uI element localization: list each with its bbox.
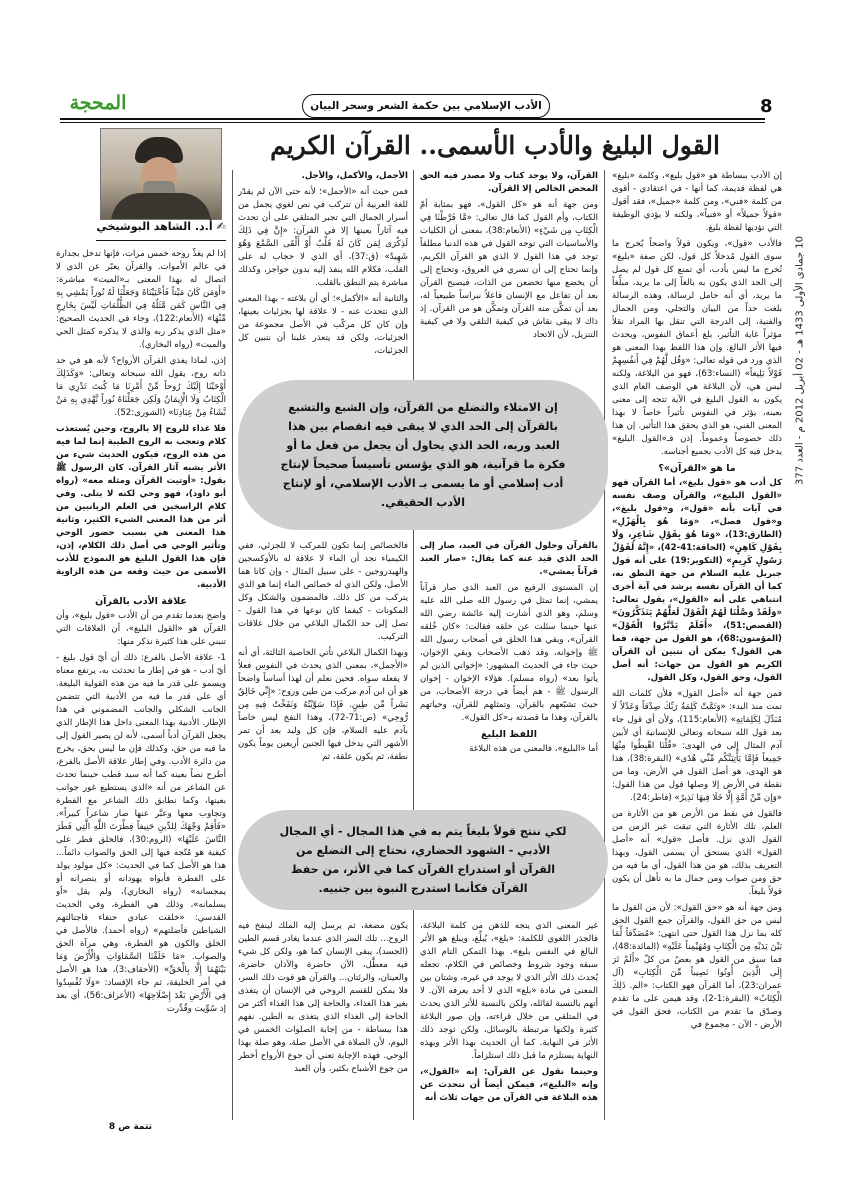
author-rule [96, 240, 226, 241]
paragraph: غير المعنى الذي يتجه للذهن من كلمة البلاغة، فالجذر اللغوي للكلمة: «بلغ»، يُبلِّغ، ويبلغ هو الأثر البالغ في النفس بليغ». بهذا التمكن التام الذي سبقه وجود شروط وخصائص في الكلام، تجعله يُحدث ذلك الأثر الذي لا يوجد في غيره، وشتان بين المعنى في مادة «بلغ» الذي لا أحد يعرفه الآن. لا أتهم بالنسبة لقائله، ولكن بالنسبة للأثر الذي يحدث في المتلقي من خلال قراءته، وإن صور البلاغة كثيرة ولكنها مرتبطة بالوسائل، ولكن توجد ذلك الأثر في النهاية. كما أن الحديث بهذا الأثر وبهذه النهاية يستلزم ما قبل ذلك استلزاماً. [420, 921, 598, 1061]
paragraph: فالقول في نقط من الأرض هو من الأثارة من العلم، تلك الأثارة التي تبقت عبر الزمن من القول الذي نزل. فأصل «قول» أنه «أصل القول» الذي يستحق أن يسمى القول، وبهذا التعريف بذلك، هو من هذا القول، أي ما فيه من حق ومن صواب ومن جمال ما به تأهل أن يكون قولاً بليغاً. [612, 809, 782, 897]
column-mid-left-bottom [238, 920, 408, 1120]
magazine-logo: المحجة [69, 92, 127, 114]
paragraph: إذن، لماذا يغذي القرآن الأرواح؟ لأنه هو في حد ذاته روح، يقول الله سبحانه وتعالى: «وَكَذَلِكَ أَوْحَيْنَا إِلَيْكَ رُوحاً مِّنْ أَمْرِنَا مَا كُنتَ تَدْرِي مَا الْكِتَابُ وَلَا الْإِيمَانُ وَلَكِن جَعَلْنَاهُ نُوراً نَّهْدِي بِهِ مَنْ نَّشَاءُ مِنْ عِبَادِنَا» (الشورى:52). [56, 356, 226, 418]
subheading: اللفظ البليغ [481, 729, 537, 740]
paragraph: فالخصائص إنما تكون للمركب لا للجزئي، ففي الكيمياء نجد أن الماء لا علاقة له بالأوكسجين والهيدروجين - على سبيل المثال - وإن كانا هما الأصل، ولكن الذي له خصائص الماء إنما هو الذي يتركب من كل ذلك. فالمضمون والشكل وكل المكونات - كيفما كان نوعها في هذا القول - تصل إلى حد الكمال البلاغي من خلال علاقات التركيب. [238, 541, 408, 642]
paragraph: فلا غذاء للروح إلا بالروح، وحين يُستعذب كلام وتعجب به الروح الطيبة إنما لما فيه من هذه الروح، فيكون الحديث شيء من الأثر يشبه آثار القرآن. كان الرسول ﷺ يقول: «أوتيت القرآن ومثله معه» (رواه أبو داود)، فهو وحي لكنه لا يتلى. وفي كلام الراسخين في العلم الربانيين من أثر من هذا المعنى الشيء الكثير، وثانية هذا المعنى هي بسبب حضور الوحي وتأثير الوحي في أصل ذلك الكلام، إذن، فإن هذا القول البليغ هو النموذج للأدب الأسمى من حيث وقعه من هذه الزاوية الأدبية. [56, 424, 226, 590]
paragraph: يكون مضغة، ثم يرسل إليه الملك لينفخ فيه الروح... تلك السر الذي عندما يغادر قسم الطين (الجسد)، يبقى الإنسان كما هو، ولكن كل شيء فيه معطَّل، الآن حاضرة والآذان حاضرة، والعينان، والرئتان... والقرآن هو قوت ذلك السر، فلا يمكن للقسم الروحي في الإنسان أن يتغذى بغير هذا الغذاء، والحاجة إلى هذا الغذاء أكثر من الحاجة إلى الغذاء الذي يتغذى به الطين. نفهم هذا ببساطة - من إجابة الصلوات الخمس في اليوم، لأن الصلاة في الأصل صلة، وهو صلة بهذا الوحي. فهذه الإجابة تعني أن جوع الأرواح أخطر من جوع الأشباح بكثير، وأن العبد [238, 921, 408, 1074]
paragraph: وحينما نقول عن القرآن: إنه «القول»، وإنه «البليغ»، فيمكن أيضاً أن نتحدث عن هذه البلاغة في القرآن من جهات ثلاث أنه [420, 1067, 598, 1103]
paragraph: كل أدب هو «قول بليغ»، أما القرآن فهو «القول البليغ»، والقرآن وصف نفسه في آيات بأنه «قول»، و«قول بليغ»، و«قول فصل»، «وَمَا هُوَ بِالْهَزْلِ» (الطارق:13)، «وَمَا هُوَ بِقَوْلِ شَاعِرٍ، وَلَا بِقَوْلِ كَاهِنٍ» (الحاقة:41-42)، «إِنَّهُ لَقَوْلُ رَسُولٍ كَرِيمٍ» (التكوير:19) على أنه قول جبريل عليه السلام من جهة النطق به، كما أن القرآن نفسه يرشد في آية أخرى انتباهي على أنه «القول»، يقول تعالى: «وَلَقَدْ وَصَّلْنَا لَهُمُ الْقَوْلَ لَعَلَّهُمْ يَتَذَكَّرُونَ» (القصص:51)، «أَفَلَمْ يَدَّبَّرُوا الْقَوْلَ» (المؤمنون:68)، هو القول من جهة، فما هي القول؟ يمكن أن نتبين أن القرآن الكريم هو القول من جهات: أنه أصل القول، وحق القول، وكل القول. [612, 478, 782, 683]
column-mid-right-top [420, 170, 598, 370]
column-mid-right-middle [420, 540, 598, 800]
paragraph: 1- علاقة الأصل بالفرع: ذلك أن أيّ قول بليغ - أيّ أدب - هو في إطار ما تحدثت به، يرتفع معناه ويسمو على قدر ما فيه من هذه القولية البليغة. أي على قدر ما فيه من الأدبية التي تتضمن الجانب الشكلي والجانب المضموني في هذا الإطار. الأدبية بهذا المعنى داخل هذا الإطار الذي يجعل القرآن أدباً أسمى، لأنه لن يصير القول إلى ما فيه من حق، وكذلك فإن ما ليس بحق، يخرج من دائرة الأدب. وفي إطار علاقة الأصل بالفرع، أطرح نصاً بعينه كما أنه سيد قطب حينما تحدث عن الشاعر من أنه «الذي يستطيع غور جوانب بعينها، وكما نطابق ذلك الشاعر مع الفطرة وتجاوب معها وعبَّر عنها صار شاعراً كبيراً». «فَأَقِمْ وَجْهَكَ لِلدِّينِ حَنِيفاً فِطْرَتَ اللَّهِ الَّتِي فَطَرَ النَّاسَ عَلَيْهَا» (الروم:30)، فالخلق فطر على كيفية هو مُتّجه فيها إلى الحق والصواب دائماً... هذا هو الأصل كما في الحديث: «كل مولود يولد على الفطرة فأبواه يهودانه أو ينصرانه أو يمجسانه» (رواه البخاري)، ولم يقل «أو يسلمانه»، وذلك هي الفطرة، وفي الحديث القدسي: «خلقت عبادي حنفاء فاجتالتهم الشياطين فأضلتهم» (رواه أحمد). فالأصل في الخلق والكون هو الفطرة، وهي مرآة الحق والصواب. «مَا خَلَقْنَا السَّمَاوَاتِ وَالْأَرْضَ وَمَا بَيْنَهُمَا إِلَّا بِالْحَقِّ» (الأحقاف:3)، هذا هو الأصل في أمر الخليقة، ثم جاء الإفساد: «وَلَا تُفْسِدُوا فِي الْأَرْضِ بَعْدَ إِصْلَاحِهَا» (الأعراف:56)، أي بعد إذ سُوِّيت وقُدِّرت [56, 653, 226, 1014]
column-divider [232, 170, 233, 1120]
article-title: القول البليغ والأدب الأسمى.. القرآن الكريم [270, 130, 720, 160]
column-mid-left-top [238, 170, 408, 370]
author-photo [100, 128, 222, 220]
column-right [612, 170, 782, 1120]
paragraph: والثانية أنه «الأكمل»؛ أي أن بلاغته - بهذا المعنى الذي نتحدث عنه - لا علاقة لها بجزئيات بعينها، وإن كان كل مركّب في الأصل مجموعة من الجزئيات، ولكن قد يتعذر علينا أن نتبين كل الجزئيات، [238, 294, 408, 356]
pull-quote: إن الامتلاء والتضلع من القرآن، وإن الشبع والتشبع بالقرآن إلى الحد الذي لا يبقى فيه انفصام بين هذا العبد وربه، الحد الذي يحاول أن يجعل من فعل ما أو فكرة ما قرآنية، هو الذي يؤسس تأسيساً صحيحاً لإنتاج أدب إسلامي أو ما يسمى بـ الأدب الإسلامي، أو لإنتاج الأدب الحقيقي. [238, 380, 608, 530]
paragraph: فمن حيث أنه «الأجمل»؛ لأنه حتى الآن لم يقدّر للغة العربية أن تتركب في نص لغوي يجمل من أسرار الجمال التي تجبر المتلقي على أن تحدث فيه آثاراً بعينها إلا في القرآن: «إِنَّ فِي ذَلِكَ لَذِكْرَى لِمَن كَانَ لَهُ قَلْبٌ أَوْ أَلْقَى السَّمْعَ وَهُوَ شَهِيدٌ» (ق:37)، أي الذي لا حجاب له على القلب، فكلام الله ينفذ إليه بدون حواجز، وكذلك مباشرة يتم النطق بالقلب. [238, 187, 408, 288]
header-rule-thin [60, 122, 765, 123]
paragraph: بالقرآن وحلول القرآن في العبد، صار إلى الحد الذي قيد عنه كما يقال: «صار العبد قرآناً يمشي». [420, 541, 598, 577]
paragraph: إن المستوى الرفيع من العبد الذي صار قرآناً يمشي، إنما تمثل في رسول الله صلى الله عليه وسلم، وهو الذي أشارت إليه عائشة رضي الله عنها حينما سئلت عن خلقه فقالت: «كان خُلقه القرآن»، وبقي هذا الخلق في أصحاب رسول الله ﷺ وإخوانه، وقد ذهب الأصحاب وبقي الإخوان، حيث جاء في الحديث المشهور: «إخواني الذين لم يأتوا بعد» (رواه مسلم). هؤلاء الإخوان - إخوان الرسول ﷺ - هم أيضاً في درجة الأصحاب، من حيث تشبّعهم بالقرآن، وتمثلهم للقرآن، وحياتهم بالقرآن، وهذا ما قصدته بـ«كل القول». [420, 583, 598, 723]
paragraph: ومن جهة أنه هو «حق القول»: لأن من القول ما ليس من حق القول، والقرآن جمع القول الحق كله بما نزل هذا القول حتى انتهى: «مُصَدِّقاً لِّمَا بَيْنَ يَدَيْهِ مِنَ الْكِتَابِ وَمُهَيْمِناً عَلَيْهِ» (المائدة:48)، فما سبق من القول هو بعضٌ من كلّ «أَلَمْ تَرَ إِلَى الَّذِينَ أُوتُوا نَصِيباً مِّنَ الْكِتَابِ» (آل عمران:23)، أما القرآن فهو الكتاب: «الم. ذَلِكَ الْكِتَابُ» (البقرة:1-2)، وقد هيمن على ما تقدم وصدّق ما تقدم من الكتاب، فحق القول في الأرض - الآن - مجموع في [612, 903, 782, 1030]
section-strip: الأدب الإسلامي بين حكمة الشعر وسحر البيان [302, 94, 550, 118]
page-number: 8 [760, 96, 773, 117]
paragraph: وبهذا الكمال البلاغي تأتي الخاصية الثالثة، أي أنه «الأجمل»، بمعنى الذي يحدث في النفوس فعلاً لا يفعله سواه. فحين نعلم أن لهذا أساساً واضحاً هو أن ابن آدم مركب من طين وروح: «إِنِّي خَالِقٌ بَشَراً مِّن طِينٍ. فَإِذَا سَوَّيْتُهُ وَنَفَخْتُ فِيهِ مِن رُّوحِي» (ص:71-72)، وهذا النفخ ليس خاصاً بآدم عليه السلام، فإن كل وليد بعد أن تمر الأشهر التي يدخل فيها الجنين أربعين يوماً يكون نطفة، ثم يكون علقة، ثم [238, 648, 408, 762]
author-name: ✍ أ.د. الشاهد البوشيخي [96, 220, 226, 233]
paragraph: فمن جهة أنه «أصل القول» فلأن كلمات الله تمت منذ البدء: «وَتَمَّتْ كَلِمَةُ رَبِّكَ صِدْقاً وَعَدْلاً لَا مُبَدِّلَ لِكَلِمَاتِهِ» (الأنعام:115)، ولأن أي قول جاء بعد قول الله سبحانه وتعالى للإنسانية أي لأبين آدم المثال إلى في الهدى: «قُلْنَا اهْبِطُوا مِنْهَا جَمِيعاً فَإِمَّا يَأْتِيَنَّكُم مِّنِّي هُدًى» (البقرة:38)، هذا هو الهدى، هو أصل القول في الأرض، وما من نقطة في الأرض إلا وصلها قول من هذا القول: «وَإِن مِّنْ أُمَّةٍ إِلَّا خَلَا فِيهَا نَذِيرٌ» (فاطر:24). [612, 689, 782, 803]
author-name-text: أ.د. الشاهد البوشيخي [96, 220, 213, 233]
subheading: علاقة الأدب بالقرآن [95, 596, 187, 607]
paragraph: واضح بعدما تقدم من أن الأدب «قول بليغ»، وأن القرآن هو «القول البليغ»، أن العلاقات التي تنبني على هذا كثيرة نذكر منها: [56, 611, 226, 647]
paragraph: ومن جهة أنه هو «كل القول»، فهو بمثابة أمّ الكتاب، وأم القول كما قال تعالى: «مَّا فَرَّطْنَا فِي الْكِتَابِ مِن شَيْءٍ» (الأنعام:38)، بمعنى أن الكليات والأساسيات التي توجه القول في هذه الدنيا مطلقاً توجد في هذا القول لا الذي هو القرآن الكريم، وإنما تحتاج إلى أن تسري في العروق، وتحتاج إلى أن يخضع منها تخضعن من الذات، فيصبح القرآن بعد أن تفاعل مع الإنسان فاعلاً نبراساً طبيعياً له، بعد أن تمكَّن منه القرآن وتمكَّن هو من القرآن. إذ ذاك لا يبقى نقاش في كيفية التلقي ولا في كيفية التنزيل، لأن الاتحاد [420, 200, 598, 340]
column-left [56, 248, 226, 1120]
column-mid-left-middle [238, 540, 408, 800]
continued-note: تتمة ص 8 [108, 1122, 152, 1132]
pull-quote: لكي ننتج قولاً بليغاً يتم به في هذا المجال - أي المجال الأدبي - الشهود الحضاري، نحتاج إلى التضلع من القرآن أو استدراج القرآن كما في الأثر، من حفظ القرآن فكأنما استدرج النبوة بين جنبيه. [238, 810, 608, 910]
issue-info-strip: 10 جمادى الأولى 1433 هـ - 02 أبريل 2012 م - العدد 377 [794, 235, 806, 485]
subheading: ما هو «القرآن»؟ [658, 463, 736, 474]
paragraph: فالأدب «قول»، ويكون قولاً واضحاً يُخرج ما سوى القول مُدخلاً كل قول، لكن صفة «بليغ» تُخرج ما ليس بأدب، أي تمنع كل قول لم يصل إلى الحد الذي يكون به بالغاً إلى ما يريد، مبلِّغاً ما يريد، أي أنه حامل لرسالة، وهذه الرسالة بلغت حداً من البيان والتجلي، ومن الجمال والفنية، إلى الدرجة التي تنقل بها المراد نقلاً مؤثراً غاية التأثير، بلغ أعماق النفوس، ويحدث فيها الأثر البالغ. وإن هذا اللفظ بهذا المعنى هو الذي ورد في قوله تعالى: «وَقُل لَّهُمْ فِي أَنفُسِهِمْ قَوْلاً بَلِيغاً» (النساء:63)، فهو من البلاغة، ولكنه ليس هي، لأن البلاغة هي الوصف العام الذي يكون به القول البليغ في الآية تتجه إلى معنى بعينه، يؤثر في النفوس تأثيراً خاصاً لا بهذا المعنى الفني، هو الذي يحقق هذا التأثير. إن هذا ذلك خصوصاً وعموماً. إذن فـ«القول البليغ» يدخل فيه كل الأدب بجميع أجناسه. [612, 239, 782, 457]
column-mid-right-bottom [420, 920, 598, 1120]
paragraph: أما «البليغ»، فالمعنى من هذه البلاغة [469, 744, 598, 754]
paragraph: الأجمل، والأكمل، والأجل. [301, 171, 408, 181]
column-divider [604, 170, 605, 1120]
paragraph: إذا لم يغذِّ روحه خمس مرات، فإنها تدخل بجدارة في عالم الأموات. والقرآن يعبّر عن الذي لا اتصال له بهذا المعنى بـ«الميت» مباشرة: «أَوَمَن كَانَ مَيْتاً فَأَحْيَيْنَاهُ وَجَعَلْنَا لَهُ نُوراً يَمْشِي بِهِ فِي النَّاسِ كَمَن مَّثَلُهُ فِي الظُّلُمَاتِ لَيْسَ بِخَارِجٍ مِّنْهَا» (الأنعام:122)، وجاء في الحديث الصحيح: «مثل الذي يذكر ربه والذي لا يذكره كمثل الحي والميت» (رواه البخاري). [56, 249, 226, 350]
paragraph: القرآن، ولا يوجد كتاب ولا مصدر فيه الحق المحض الخالص إلا القرآن. [420, 171, 598, 194]
column-divider [413, 170, 414, 1120]
header-rule [60, 118, 765, 120]
paragraph: إن الأدب ببساطة هو «قول بليغ»، وكلمة «بليغ» هي لفظة قديمة، كما أنها - في اعتقادي - أقوى من كلمة «فني»، ومن كلمة «جميل»، فقد أقول «قولاً جميلاً» أو «فنياً»، ولكنه لا يؤدي الوظيفة التي تؤديها لفظة بليغ. [612, 171, 782, 233]
